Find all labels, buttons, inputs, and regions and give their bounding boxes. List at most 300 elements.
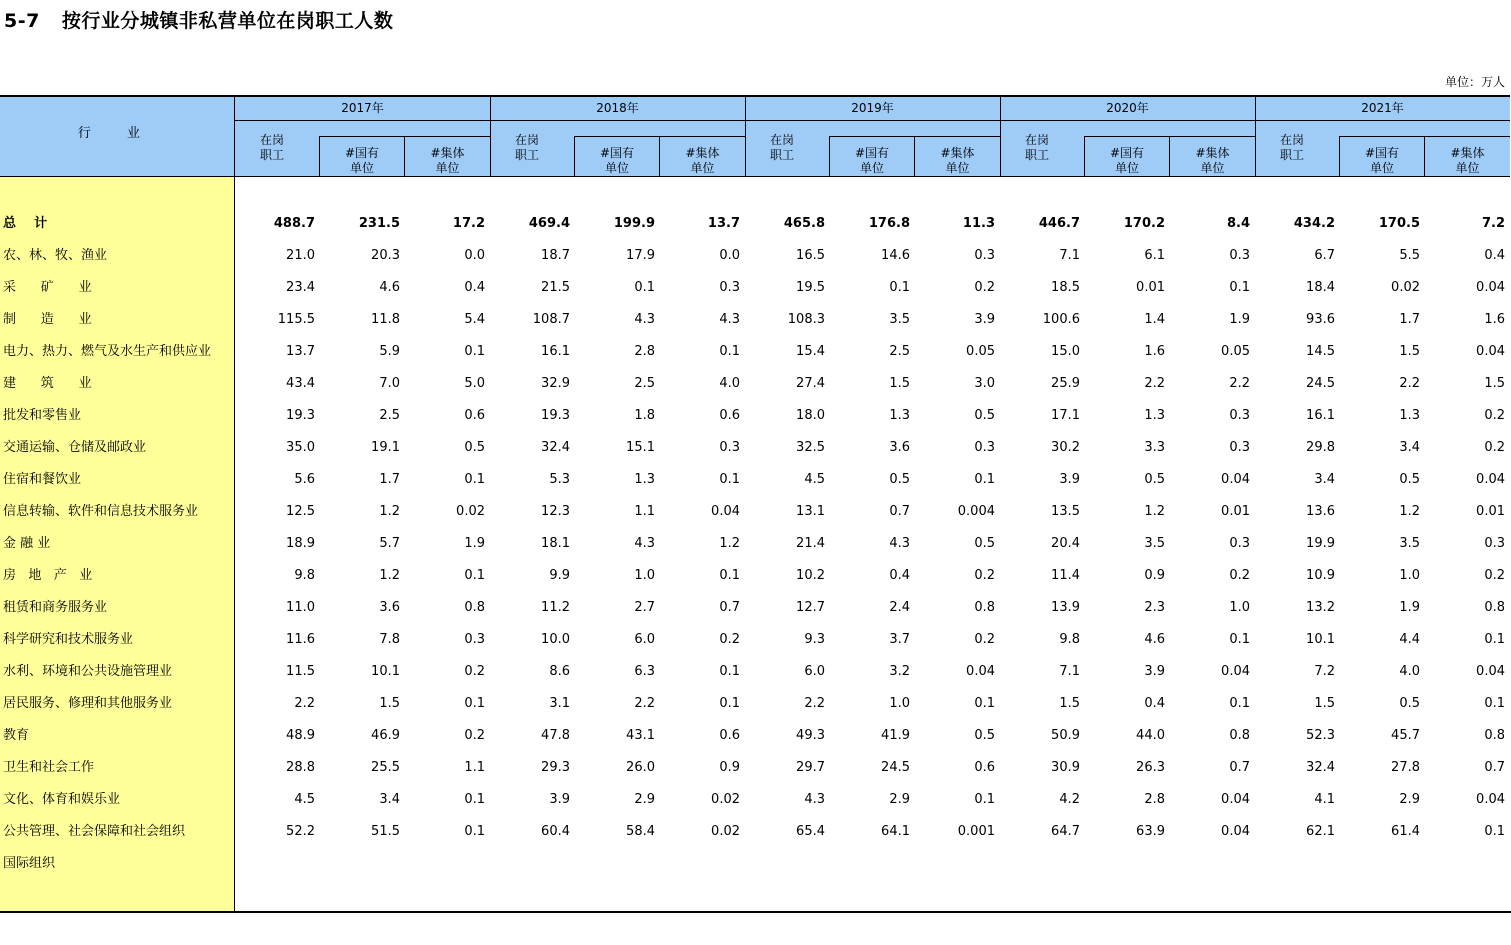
value-cell: 18.5 [1051, 280, 1080, 295]
value-cell: 18.7 [541, 248, 570, 263]
table-row [0, 688, 1511, 720]
industry-name: 建 筑 业 [3, 376, 92, 391]
year-label: 2018年 [490, 97, 745, 121]
industry-name: 采 矿 业 [3, 280, 92, 295]
industry-header: 行 业 [0, 95, 235, 177]
value-cell: 11.6 [286, 632, 315, 647]
value-cell: 32.4 [1306, 760, 1335, 775]
value-cell: 0.3 [974, 248, 995, 263]
value-cell: 23.4 [286, 280, 315, 295]
value-cell: 6.0 [804, 664, 825, 679]
value-cell: 20.3 [371, 248, 400, 263]
value-cell: 1.0 [1229, 600, 1250, 615]
table-row [0, 400, 1511, 432]
value-cell: 4.3 [719, 312, 740, 327]
value-cell: 0.1 [719, 472, 740, 487]
value-cell: 19.9 [1306, 536, 1335, 551]
value-cell: 0.6 [464, 408, 485, 423]
value-cell: 2.8 [1144, 792, 1165, 807]
value-cell: 1.3 [1144, 408, 1165, 423]
value-cell: 0.4 [1484, 248, 1505, 263]
value-cell: 0.04 [966, 664, 995, 679]
value-cell: 21.4 [796, 536, 825, 551]
value-cell: 0.3 [1229, 440, 1250, 455]
industry-name: 科学研究和技术服务业 [3, 632, 134, 647]
value-cell: 14.6 [881, 248, 910, 263]
year-group-header [745, 95, 1000, 177]
value-cell: 17.1 [1051, 408, 1080, 423]
value-cell: 28.8 [286, 760, 315, 775]
value-cell: 48.9 [286, 728, 315, 743]
value-cell: 0.0 [464, 248, 485, 263]
value-cell: 4.5 [804, 472, 825, 487]
value-cell: 27.8 [1391, 760, 1420, 775]
value-cell: 0.01 [1221, 504, 1250, 519]
value-cell: 49.3 [796, 728, 825, 743]
value-cell: 26.0 [626, 760, 655, 775]
value-cell: 2.3 [1144, 600, 1165, 615]
table-row [0, 208, 1511, 240]
value-cell: 3.9 [974, 312, 995, 327]
value-cell: 29.3 [541, 760, 570, 775]
value-cell: 44.0 [1136, 728, 1165, 743]
value-cell: 1.0 [634, 568, 655, 583]
value-cell: 1.6 [1484, 312, 1505, 327]
value-cell: 434.2 [1293, 216, 1335, 231]
value-cell: 9.8 [294, 568, 315, 583]
value-cell: 4.4 [1399, 632, 1420, 647]
value-cell: 19.3 [286, 408, 315, 423]
value-cell: 51.5 [371, 824, 400, 839]
value-cell: 1.3 [889, 408, 910, 423]
value-cell: 2.2 [1229, 376, 1250, 391]
value-cell: 1.5 [889, 376, 910, 391]
value-cell: 446.7 [1038, 216, 1080, 231]
value-cell: 3.4 [379, 792, 400, 807]
value-cell: 0.1 [1484, 632, 1505, 647]
table-number: 5-7 [4, 10, 40, 32]
value-cell: 1.7 [1399, 312, 1420, 327]
value-cell: 0.1 [464, 824, 485, 839]
value-cell: 0.1 [464, 792, 485, 807]
value-cell: 115.5 [277, 312, 315, 327]
year-separator [1255, 95, 1256, 177]
table-row [0, 464, 1511, 496]
value-cell: 0.5 [889, 472, 910, 487]
value-cell: 41.9 [881, 728, 910, 743]
industry-name: 居民服务、修理和其他服务业 [3, 696, 173, 711]
table-bottom-border [0, 911, 1511, 913]
sub-header-state-owned: #国有 单位 [1084, 136, 1169, 177]
value-cell: 0.1 [464, 344, 485, 359]
value-cell: 13.5 [1051, 504, 1080, 519]
value-cell: 3.6 [889, 440, 910, 455]
value-cell: 4.3 [634, 536, 655, 551]
value-cell: 0.5 [974, 728, 995, 743]
value-cell: 18.4 [1306, 280, 1335, 295]
industry-name: 农、林、牧、渔业 [3, 248, 108, 263]
value-cell: 231.5 [358, 216, 400, 231]
table-row [0, 592, 1511, 624]
table-row [0, 432, 1511, 464]
value-cell: 16.5 [796, 248, 825, 263]
sub-header-employees: 在岗 职工 [515, 133, 540, 162]
value-cell: 0.7 [719, 600, 740, 615]
value-cell: 0.02 [456, 504, 485, 519]
value-cell: 7.1 [1059, 664, 1080, 679]
value-cell: 10.1 [371, 664, 400, 679]
value-cell: 47.8 [541, 728, 570, 743]
value-cell: 15.0 [1051, 344, 1080, 359]
value-cell: 93.6 [1306, 312, 1335, 327]
value-cell: 2.2 [804, 696, 825, 711]
value-cell: 46.9 [371, 728, 400, 743]
value-cell: 0.04 [1476, 280, 1505, 295]
value-cell: 0.1 [889, 280, 910, 295]
value-cell: 13.2 [1306, 600, 1335, 615]
value-cell: 0.04 [1221, 664, 1250, 679]
value-cell: 0.04 [1476, 344, 1505, 359]
value-cell: 19.3 [541, 408, 570, 423]
value-cell: 3.9 [549, 792, 570, 807]
value-cell: 0.1 [1484, 824, 1505, 839]
value-cell: 0.8 [974, 600, 995, 615]
value-cell: 12.3 [541, 504, 570, 519]
value-cell: 25.5 [371, 760, 400, 775]
year-label: 2019年 [745, 97, 1000, 121]
value-cell: 4.5 [294, 792, 315, 807]
value-cell: 0.04 [1476, 792, 1505, 807]
value-cell: 8.4 [1226, 216, 1250, 231]
value-cell: 1.0 [1399, 568, 1420, 583]
value-cell: 29.8 [1306, 440, 1335, 455]
value-cell: 0.1 [719, 344, 740, 359]
value-cell: 0.004 [957, 504, 995, 519]
value-cell: 1.2 [379, 504, 400, 519]
industry-name: 水利、环境和公共设施管理业 [3, 664, 173, 679]
industry-name: 金 融 业 [3, 536, 51, 551]
value-cell: 469.4 [528, 216, 570, 231]
value-cell: 10.1 [1306, 632, 1335, 647]
sub-header-employees: 在岗 职工 [260, 133, 285, 162]
value-cell: 63.9 [1136, 824, 1165, 839]
value-cell: 5.4 [464, 312, 485, 327]
value-cell: 12.7 [796, 600, 825, 615]
value-cell: 4.6 [379, 280, 400, 295]
value-cell: 2.5 [634, 376, 655, 391]
value-cell: 1.7 [379, 472, 400, 487]
value-cell: 6.7 [1314, 248, 1335, 263]
value-cell: 0.3 [974, 440, 995, 455]
value-cell: 64.1 [881, 824, 910, 839]
value-cell: 2.4 [889, 600, 910, 615]
sub-header-state-owned: #国有 单位 [574, 136, 659, 177]
value-cell: 0.6 [719, 728, 740, 743]
value-cell: 7.2 [1314, 664, 1335, 679]
value-cell: 1.6 [1144, 344, 1165, 359]
value-cell: 108.7 [532, 312, 570, 327]
table-header [0, 95, 1511, 177]
value-cell: 18.9 [286, 536, 315, 551]
table-row [0, 528, 1511, 560]
value-cell: 9.3 [804, 632, 825, 647]
year-label: 2017年 [235, 97, 490, 121]
table-title: 按行业分城镇非私营单位在岗职工人数 [61, 10, 394, 32]
value-cell: 2.5 [379, 408, 400, 423]
value-cell: 3.4 [1314, 472, 1335, 487]
value-cell: 6.0 [634, 632, 655, 647]
value-cell: 1.5 [1399, 344, 1420, 359]
sub-header-employees: 在岗 职工 [1280, 133, 1305, 162]
value-cell: 27.4 [796, 376, 825, 391]
value-cell: 7.8 [379, 632, 400, 647]
value-cell: 0.05 [966, 344, 995, 359]
value-cell: 0.04 [1221, 472, 1250, 487]
value-cell: 0.3 [1229, 536, 1250, 551]
value-cell: 11.8 [371, 312, 400, 327]
value-cell: 2.8 [634, 344, 655, 359]
value-cell: 0.02 [711, 792, 740, 807]
value-cell: 0.3 [1229, 408, 1250, 423]
value-cell: 0.04 [1476, 664, 1505, 679]
value-cell: 0.04 [711, 504, 740, 519]
table-row [0, 336, 1511, 368]
value-cell: 0.2 [1484, 408, 1505, 423]
value-cell: 13.7 [707, 216, 740, 231]
value-cell: 0.04 [1221, 792, 1250, 807]
industry-name: 租赁和商务服务业 [3, 600, 108, 615]
value-cell: 11.0 [286, 600, 315, 615]
value-cell: 0.3 [1484, 536, 1505, 551]
value-cell: 0.9 [1144, 568, 1165, 583]
value-cell: 199.9 [613, 216, 655, 231]
value-cell: 1.5 [1314, 696, 1335, 711]
value-cell: 0.2 [1484, 440, 1505, 455]
value-cell: 176.8 [868, 216, 910, 231]
value-cell: 0.1 [1229, 632, 1250, 647]
value-cell: 4.2 [1059, 792, 1080, 807]
value-cell: 24.5 [881, 760, 910, 775]
value-cell: 45.7 [1391, 728, 1420, 743]
table-row [0, 816, 1511, 848]
value-cell: 0.4 [1144, 696, 1165, 711]
value-cell: 4.0 [719, 376, 740, 391]
value-cell: 17.2 [452, 216, 485, 231]
value-cell: 0.2 [974, 632, 995, 647]
table-row [0, 784, 1511, 816]
value-cell: 0.8 [1229, 728, 1250, 743]
value-cell: 1.2 [379, 568, 400, 583]
table-row [0, 624, 1511, 656]
value-cell: 0.7 [889, 504, 910, 519]
sub-header-collective: #集体 单位 [404, 136, 490, 177]
value-cell: 9.9 [549, 568, 570, 583]
value-cell: 3.0 [974, 376, 995, 391]
value-cell: 0.2 [719, 632, 740, 647]
value-cell: 5.7 [379, 536, 400, 551]
value-cell: 1.3 [1399, 408, 1420, 423]
value-cell: 0.0 [719, 248, 740, 263]
value-cell: 1.5 [1059, 696, 1080, 711]
value-cell: 62.1 [1306, 824, 1335, 839]
sub-header-state-owned: #国有 单位 [829, 136, 914, 177]
industry-name: 房 地 产 业 [3, 568, 93, 583]
value-cell: 26.3 [1136, 760, 1165, 775]
value-cell: 17.9 [626, 248, 655, 263]
value-cell: 0.2 [974, 280, 995, 295]
industry-name: 批发和零售业 [3, 408, 82, 423]
value-cell: 1.0 [889, 696, 910, 711]
value-cell: 65.4 [796, 824, 825, 839]
value-cell: 3.6 [379, 600, 400, 615]
value-cell: 0.04 [1476, 472, 1505, 487]
value-cell: 11.4 [1051, 568, 1080, 583]
value-cell: 4.0 [1399, 664, 1420, 679]
value-cell: 465.8 [783, 216, 825, 231]
value-cell: 0.8 [464, 600, 485, 615]
value-cell: 0.3 [719, 440, 740, 455]
sub-header-state-owned: #国有 单位 [1339, 136, 1424, 177]
value-cell: 10.0 [541, 632, 570, 647]
value-cell: 50.9 [1051, 728, 1080, 743]
value-cell: 18.0 [796, 408, 825, 423]
value-cell: 1.3 [634, 472, 655, 487]
value-cell: 11.3 [962, 216, 995, 231]
value-cell: 0.05 [1221, 344, 1250, 359]
value-cell: 13.1 [796, 504, 825, 519]
value-cell: 21.5 [541, 280, 570, 295]
value-cell: 52.2 [286, 824, 315, 839]
value-cell: 16.1 [1306, 408, 1335, 423]
value-cell: 60.4 [541, 824, 570, 839]
year-separator [1000, 95, 1001, 177]
industry-name: 文化、体育和娱乐业 [3, 792, 121, 807]
value-cell: 3.3 [1144, 440, 1165, 455]
industry-name: 制 造 业 [3, 312, 92, 327]
year-group-header [1000, 95, 1255, 177]
value-cell: 58.4 [626, 824, 655, 839]
industry-name: 公共管理、社会保障和社会组织 [3, 824, 186, 839]
value-cell: 3.4 [1399, 440, 1420, 455]
value-cell: 0.8 [1484, 728, 1505, 743]
value-cell: 14.5 [1306, 344, 1335, 359]
value-cell: 7.0 [379, 376, 400, 391]
value-cell: 43.4 [286, 376, 315, 391]
table-row [0, 496, 1511, 528]
value-cell: 1.8 [634, 408, 655, 423]
value-cell: 0.1 [464, 568, 485, 583]
value-cell: 0.8 [1484, 600, 1505, 615]
value-cell: 0.5 [1144, 472, 1165, 487]
table-row [0, 848, 1511, 880]
sub-header-employees: 在岗 职工 [1025, 133, 1050, 162]
value-cell: 0.02 [711, 824, 740, 839]
sub-header-collective: #集体 单位 [659, 136, 745, 177]
value-cell: 64.7 [1051, 824, 1080, 839]
year-separator [490, 95, 491, 177]
sub-header-collective: #集体 单位 [914, 136, 1000, 177]
value-cell: 0.7 [1229, 760, 1250, 775]
value-cell: 16.1 [541, 344, 570, 359]
value-cell: 3.1 [549, 696, 570, 711]
value-cell: 5.5 [1399, 248, 1420, 263]
value-cell: 11.2 [541, 600, 570, 615]
value-cell: 0.7 [1484, 760, 1505, 775]
value-cell: 1.9 [464, 536, 485, 551]
value-cell: 0.01 [1476, 504, 1505, 519]
value-cell: 2.2 [1144, 376, 1165, 391]
value-cell: 32.9 [541, 376, 570, 391]
value-cell: 4.1 [1314, 792, 1335, 807]
industry-name: 国际组织 [3, 856, 56, 871]
value-cell: 15.4 [796, 344, 825, 359]
value-cell: 0.5 [1399, 696, 1420, 711]
value-cell: 0.1 [974, 696, 995, 711]
value-cell: 2.2 [294, 696, 315, 711]
value-cell: 170.5 [1378, 216, 1420, 231]
value-cell: 0.2 [974, 568, 995, 583]
value-cell: 4.3 [889, 536, 910, 551]
value-cell: 10.9 [1306, 568, 1335, 583]
value-cell: 2.7 [634, 600, 655, 615]
value-cell: 0.1 [719, 664, 740, 679]
value-cell: 32.4 [541, 440, 570, 455]
value-cell: 1.2 [719, 536, 740, 551]
value-cell: 0.2 [1229, 568, 1250, 583]
value-cell: 5.0 [464, 376, 485, 391]
value-cell: 5.3 [549, 472, 570, 487]
value-cell: 5.9 [379, 344, 400, 359]
industry-name: 电力、热力、燃气及水生产和供应业 [3, 344, 212, 359]
industry-name: 总 计 [3, 216, 48, 231]
table-row [0, 304, 1511, 336]
value-cell: 0.1 [464, 472, 485, 487]
sub-header-state-owned: #国有 单位 [319, 136, 404, 177]
value-cell: 3.9 [1144, 664, 1165, 679]
value-cell: 488.7 [273, 216, 315, 231]
value-cell: 0.5 [974, 408, 995, 423]
value-cell: 24.5 [1306, 376, 1335, 391]
value-cell: 9.8 [1059, 632, 1080, 647]
value-cell: 32.5 [796, 440, 825, 455]
year-separator [745, 95, 746, 177]
year-group-header [235, 95, 490, 177]
value-cell: 0.3 [719, 280, 740, 295]
year-group-header [490, 95, 745, 177]
value-cell: 0.001 [957, 824, 995, 839]
value-cell: 0.02 [1391, 280, 1420, 295]
value-cell: 0.1 [634, 280, 655, 295]
value-cell: 13.6 [1306, 504, 1335, 519]
value-cell: 0.1 [974, 792, 995, 807]
value-cell: 1.5 [379, 696, 400, 711]
value-cell: 29.7 [796, 760, 825, 775]
page-title [4, 6, 393, 33]
industry-name: 交通运输、仓储及邮政业 [3, 440, 147, 455]
value-cell: 2.9 [1399, 792, 1420, 807]
table-row [0, 368, 1511, 400]
year-label: 2020年 [1000, 97, 1255, 121]
value-cell: 8.6 [549, 664, 570, 679]
value-cell: 3.7 [889, 632, 910, 647]
table-row [0, 752, 1511, 784]
value-cell: 30.2 [1051, 440, 1080, 455]
value-cell: 2.2 [634, 696, 655, 711]
value-cell: 3.9 [1059, 472, 1080, 487]
industry-name: 住宿和餐饮业 [3, 472, 82, 487]
value-cell: 6.1 [1144, 248, 1165, 263]
year-group-header [1255, 95, 1510, 177]
